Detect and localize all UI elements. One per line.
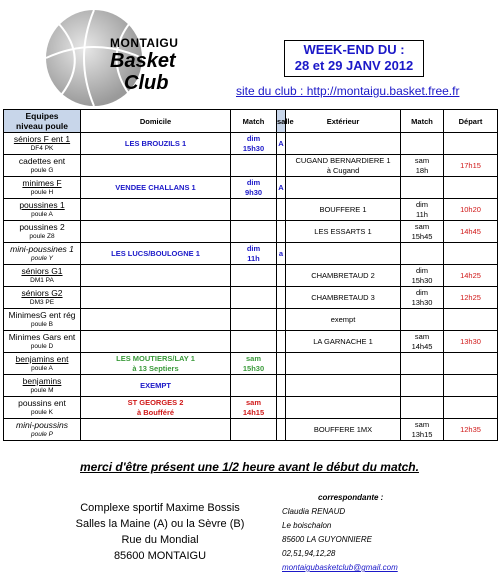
team-name: minimes F bbox=[22, 178, 62, 188]
correspondant-line: 85600 LA GUYONNIERE bbox=[282, 535, 372, 544]
home-match-cell bbox=[231, 133, 277, 155]
col-header-depart: Départ bbox=[444, 110, 498, 133]
away-team: CUGAND BERNARDIERE 1 bbox=[295, 155, 391, 165]
home-match-cell bbox=[231, 287, 277, 309]
team-cell bbox=[4, 419, 81, 441]
hall-cell bbox=[277, 265, 286, 287]
team-cell bbox=[4, 221, 81, 243]
away-match-cell bbox=[401, 287, 444, 309]
table-row bbox=[4, 287, 498, 309]
address-block bbox=[60, 500, 260, 564]
team-level: DM3 PE bbox=[29, 299, 55, 306]
away-match-cell bbox=[401, 397, 444, 419]
club-logo bbox=[34, 6, 184, 110]
table-row bbox=[4, 331, 498, 353]
away-cell bbox=[286, 221, 401, 243]
home-cell bbox=[81, 287, 231, 309]
away-team: CHAMBRETAUD 3 bbox=[311, 292, 375, 302]
home-match-cell bbox=[231, 265, 277, 287]
home-match-cell bbox=[231, 243, 277, 265]
team-name: poussines 2 bbox=[19, 222, 65, 232]
home-match-cell bbox=[231, 353, 277, 375]
home-match-day: dim bbox=[246, 177, 261, 187]
away-match-time: 18h bbox=[415, 165, 429, 175]
hall-cell bbox=[277, 353, 286, 375]
away-cell bbox=[286, 155, 401, 177]
away-match-time: 15h30 bbox=[411, 275, 433, 285]
table-row bbox=[4, 265, 498, 287]
team-level: poule H bbox=[30, 189, 54, 196]
col-header-salle: salle bbox=[277, 110, 286, 133]
depart-cell: 13h30 bbox=[444, 331, 498, 353]
home-cell bbox=[81, 419, 231, 441]
weekend-line-2: 28 et 29 JANV 2012 bbox=[294, 58, 414, 73]
address-line: 85600 MONTAIGU bbox=[113, 550, 207, 562]
col-header-match: Match bbox=[231, 110, 277, 133]
away-match-cell bbox=[401, 265, 444, 287]
home-cell bbox=[81, 243, 231, 265]
home-cell bbox=[81, 265, 231, 287]
depart-cell: 12h35 bbox=[444, 419, 498, 441]
away-cell bbox=[286, 265, 401, 287]
correspondant-line: 02,51,94,12,28 bbox=[282, 549, 336, 558]
away-match-day: sam bbox=[414, 221, 430, 231]
correspondant-line: Claudia RENAUD bbox=[282, 507, 346, 516]
team-name: benjamins bbox=[22, 376, 62, 386]
table-row bbox=[4, 243, 498, 265]
home-match-time: 11h bbox=[247, 253, 260, 263]
home-match-cell bbox=[231, 375, 277, 397]
table-row bbox=[4, 353, 498, 375]
table-row bbox=[4, 133, 498, 155]
away-match-day: dim bbox=[415, 199, 429, 209]
away-match-cell bbox=[401, 353, 444, 375]
away-team: LES ESSARTS 1 bbox=[314, 226, 372, 236]
away-cell bbox=[286, 243, 401, 265]
team-cell bbox=[4, 199, 81, 221]
team-level: poule B bbox=[30, 321, 54, 328]
away-team: CHAMBRETAUD 2 bbox=[311, 270, 375, 280]
depart-cell bbox=[444, 397, 498, 419]
table-row bbox=[4, 309, 498, 331]
hall-cell bbox=[277, 155, 286, 177]
team-cell bbox=[4, 287, 81, 309]
correspondant-title: correspondante : bbox=[318, 493, 384, 502]
depart-cell bbox=[444, 133, 498, 155]
team-name: poussines 1 bbox=[19, 200, 65, 210]
team-level: poule M bbox=[30, 387, 54, 394]
away-team: LA GARNACHE 1 bbox=[313, 336, 373, 346]
site-link[interactable]: site du club : http://montaigu.basket.free.fr bbox=[236, 84, 460, 98]
hall-cell: A bbox=[277, 177, 286, 199]
away-match-time: 14h45 bbox=[411, 341, 433, 351]
home-cell bbox=[81, 199, 231, 221]
hall-cell: A bbox=[277, 133, 286, 155]
team-name: benjamins ent bbox=[15, 354, 69, 364]
hall-cell bbox=[277, 419, 286, 441]
team-level: DM1 PA bbox=[30, 277, 54, 284]
team-cell bbox=[4, 397, 81, 419]
address-line: Complexe sportif Maxime Bossis bbox=[80, 502, 240, 514]
team-cell bbox=[4, 133, 81, 155]
home-cell bbox=[81, 397, 231, 419]
team-name: mini-poussines 1 bbox=[10, 244, 74, 254]
away-match-cell bbox=[401, 155, 444, 177]
depart-cell: 12h25 bbox=[444, 287, 498, 309]
away-location: à Cugand bbox=[326, 165, 360, 175]
team-name: Minimes Gars ent bbox=[8, 332, 76, 342]
away-match-time: 13h15 bbox=[411, 429, 433, 439]
table-row bbox=[4, 397, 498, 419]
team-level: poule K bbox=[30, 409, 54, 416]
team-cell bbox=[4, 155, 81, 177]
depart-cell: 17h15 bbox=[444, 155, 498, 177]
hall-cell bbox=[277, 199, 286, 221]
schedule-table bbox=[3, 109, 498, 441]
team-level: DF4 PK bbox=[30, 145, 54, 152]
team-cell bbox=[4, 177, 81, 199]
team-name: séniors G2 bbox=[21, 288, 63, 298]
hall-cell: a bbox=[277, 243, 286, 265]
home-match-day: sam bbox=[245, 353, 261, 363]
depart-cell: 14h25 bbox=[444, 265, 498, 287]
team-cell bbox=[4, 375, 81, 397]
team-name: séniors F ent 1 bbox=[13, 134, 71, 144]
hall-cell bbox=[277, 287, 286, 309]
home-match-time: 9h30 bbox=[244, 187, 263, 197]
depart-cell: 14h45 bbox=[444, 221, 498, 243]
home-team: LES BROUZILS 1 bbox=[124, 138, 187, 148]
home-cell bbox=[81, 155, 231, 177]
home-team: VENDEE CHALLANS 1 bbox=[115, 182, 196, 192]
logo-line-2: Basket bbox=[110, 50, 176, 72]
team-level: poule D bbox=[30, 343, 54, 350]
away-match-time: 13h30 bbox=[411, 297, 433, 307]
team-level: poule Z8 bbox=[29, 233, 55, 240]
col-header-match-away: Match bbox=[401, 110, 444, 133]
home-match-time: 14h15 bbox=[242, 407, 265, 417]
home-match-cell bbox=[231, 397, 277, 419]
depart-cell bbox=[444, 353, 498, 375]
home-match-cell bbox=[231, 419, 277, 441]
home-match-cell bbox=[231, 331, 277, 353]
away-match-day: dim bbox=[415, 287, 429, 297]
email-link[interactable]: montaigubasketclub@gmail.com bbox=[282, 563, 398, 572]
hall-cell bbox=[277, 375, 286, 397]
home-match-cell bbox=[231, 177, 277, 199]
away-match-day: sam bbox=[414, 419, 430, 429]
home-cell bbox=[81, 133, 231, 155]
away-match-cell bbox=[401, 331, 444, 353]
hall-cell bbox=[277, 331, 286, 353]
address-line: Rue du Mondial bbox=[121, 534, 199, 546]
away-match-cell bbox=[401, 221, 444, 243]
away-cell bbox=[286, 353, 401, 375]
home-cell bbox=[81, 353, 231, 375]
home-team: LES MOUTIERS/LAY 1 bbox=[116, 353, 195, 363]
team-level: poule A bbox=[31, 211, 53, 218]
away-cell bbox=[286, 133, 401, 155]
home-cell bbox=[81, 177, 231, 199]
table-row bbox=[4, 419, 498, 441]
away-cell bbox=[286, 419, 401, 441]
depart-cell bbox=[444, 243, 498, 265]
home-team: LES LUCS/BOULOGNE 1 bbox=[111, 248, 200, 258]
away-cell bbox=[286, 331, 401, 353]
home-match-time: 15h30 bbox=[242, 363, 265, 373]
home-team: EXEMPT bbox=[140, 380, 171, 390]
away-match-cell bbox=[401, 177, 444, 199]
hall-cell bbox=[277, 221, 286, 243]
away-match-day: sam bbox=[414, 155, 430, 165]
away-match-cell bbox=[401, 419, 444, 441]
weekend-line-1: WEEK-END DU : bbox=[303, 42, 405, 57]
away-match-day: dim bbox=[415, 265, 429, 275]
team-level: poule Y bbox=[31, 255, 53, 262]
away-cell bbox=[286, 287, 401, 309]
team-name: cadettes ent bbox=[18, 156, 66, 166]
team-level: poule P bbox=[30, 431, 54, 438]
away-match-time: 11h bbox=[416, 209, 428, 219]
correspondant-block bbox=[282, 491, 398, 575]
depart-cell bbox=[444, 375, 498, 397]
home-match-cell bbox=[231, 309, 277, 331]
table-row bbox=[4, 221, 498, 243]
depart-cell bbox=[444, 309, 498, 331]
home-cell bbox=[81, 221, 231, 243]
away-team: BOUFFERE 1MX bbox=[313, 424, 373, 434]
team-name: MinimesG ent rég bbox=[8, 310, 76, 320]
away-team: exempt bbox=[330, 314, 356, 324]
col-header-exterieur: Extérieur bbox=[286, 110, 401, 133]
team-cell bbox=[4, 331, 81, 353]
table-header-row bbox=[4, 110, 498, 133]
table-row bbox=[4, 199, 498, 221]
home-match-day: sam bbox=[245, 397, 261, 407]
address-line: Salles la Maine (A) ou la Sèvre (B) bbox=[75, 518, 245, 530]
home-match-cell bbox=[231, 199, 277, 221]
team-name: séniors G1 bbox=[21, 266, 63, 276]
team-level: poule A bbox=[31, 365, 53, 372]
away-cell bbox=[286, 397, 401, 419]
table-row bbox=[4, 375, 498, 397]
logo-line-1: MONTAIGU bbox=[110, 36, 179, 50]
away-match-cell bbox=[401, 199, 444, 221]
away-cell bbox=[286, 177, 401, 199]
away-team: BOUFFERE 1 bbox=[319, 204, 367, 214]
home-location: à Boufféré bbox=[136, 407, 175, 417]
team-cell bbox=[4, 243, 81, 265]
logo-line-3: Club bbox=[124, 72, 169, 94]
home-match-day: dim bbox=[246, 243, 261, 253]
table-row bbox=[4, 155, 498, 177]
away-match-cell bbox=[401, 243, 444, 265]
depart-cell bbox=[444, 177, 498, 199]
team-cell bbox=[4, 353, 81, 375]
hall-cell bbox=[277, 397, 286, 419]
away-cell bbox=[286, 375, 401, 397]
table-row bbox=[4, 177, 498, 199]
depart-cell: 10h20 bbox=[444, 199, 498, 221]
team-cell bbox=[4, 309, 81, 331]
away-match-cell bbox=[401, 133, 444, 155]
away-match-cell bbox=[401, 375, 444, 397]
away-match-cell bbox=[401, 309, 444, 331]
away-cell bbox=[286, 199, 401, 221]
away-match-day: sam bbox=[414, 331, 430, 341]
reminder-text: merci d'être présent une 1/2 heure avant le début du match. bbox=[80, 460, 419, 474]
home-cell bbox=[81, 331, 231, 353]
home-cell bbox=[81, 375, 231, 397]
weekend-box bbox=[284, 40, 424, 77]
home-location: à 13 Septiers bbox=[132, 363, 179, 373]
home-match-time: 15h30 bbox=[242, 143, 265, 153]
team-level: poule G bbox=[30, 167, 54, 174]
home-match-cell bbox=[231, 155, 277, 177]
team-name: poussins ent bbox=[18, 398, 66, 408]
hall-cell bbox=[277, 309, 286, 331]
home-cell bbox=[81, 309, 231, 331]
team-cell bbox=[4, 265, 81, 287]
home-team: ST GEORGES 2 bbox=[127, 397, 184, 407]
away-match-time: 15h45 bbox=[411, 231, 433, 241]
home-match-cell bbox=[231, 221, 277, 243]
correspondant-line: Le boischalon bbox=[282, 521, 332, 530]
col-header-equipes: Equipes niveau poule bbox=[4, 110, 81, 133]
team-name: mini-poussins bbox=[16, 420, 68, 430]
col-header-domicile: Domicile bbox=[81, 110, 231, 133]
away-cell bbox=[286, 309, 401, 331]
home-match-day: dim bbox=[246, 133, 261, 143]
